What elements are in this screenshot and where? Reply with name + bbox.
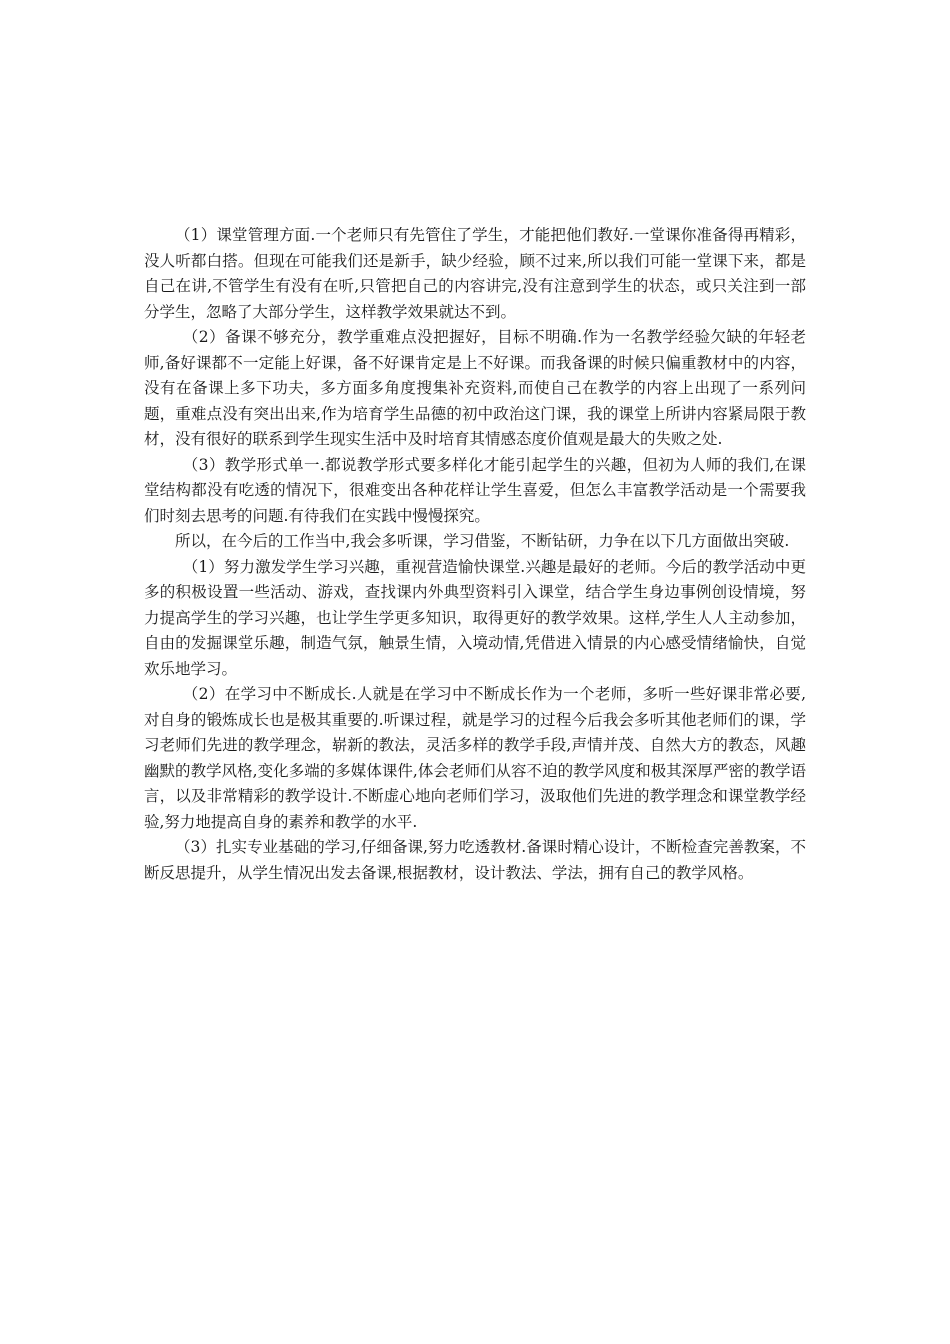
document-body <box>144 223 806 886</box>
paragraph-teaching-format: （3）教学形式单一.都说教学形式要多样化才能引起学生的兴趣，但初为人师的我们,在课堂结构都没有吃透的情况下，很难变出各种花样让学生喜爱，但怎么丰富教学活动是一个需要我们时刻去思考的问题.有待我们在实践中慢慢探究。 <box>144 455 806 525</box>
paragraph-classroom-management: （1）课堂管理方面.一个老师只有先管住了学生，才能把他们教好.一堂课你准备得再精彩，没人听都白搭。但现在可能我们还是新手，缺少经验，顾不过来,所以我们可能一堂课下来，都是自己在讲,不管学生有没有在听,只管把自己的内容讲完,没有注意到学生的状态，或只关注到一部分学生，忽略了大部分学生，这样教学效果就达不到。 <box>144 226 806 321</box>
paragraph-solid-foundation: （3）扎实专业基础的学习,仔细备课,努力吃透教材.备课时精心设计，不断检查完善教案，不断反思提升，从学生情况出发去备课,根据教材，设计教法、学法，拥有自己的教学风格。 <box>144 838 806 882</box>
paragraph-lesson-preparation: （2）备课不够充分，教学重难点没把握好，目标不明确.作为一名教学经验欠缺的年轻老师,备好课都不一定能上好课，备不好课肯定是上不好课。而我备课的时候只偏重教材中的内容，没有在备课上多下功夫，多方面多角度搜集补充资料,而使自己在教学的内容上出现了一系列问题，重难点没有突出出来,作为培育学生品德的初中政治这门课，我的课堂上所讲内容紧局限于教材，没有很好的联系到学生现实生活中及时培育其情感态度价值观是最大的失败之处. <box>144 328 806 448</box>
paragraph-stimulate-interest: （1）努力激发学生学习兴趣，重视营造愉快课堂.兴趣是最好的老师。今后的教学活动中更多的积极设置一些活动、游戏，查找课内外典型资料引入课堂，结合学生身边事例创设情境，努力提高学生的学习兴趣，也让学生学更多知识，取得更好的教学效果。这样,学生人人主动参加，自由的发掘课堂乐趣，制造气氛，触景生情，入境动情,凭借进入情景的内心感受情绪愉快，自觉欢乐地学习。 <box>144 557 806 678</box>
paragraph-learn-and-grow: （2）在学习中不断成长.人就是在学习中不断成长作为一个老师，多听一些好课非常必要,对自身的锻炼成长也是极其重要的.听课过程，就是学习的过程今后我会多听其他老师们的课，学习老师们先进的教学理念，崭新的教法，灵活多样的教学手段,声情并茂、自然大方的教态，风趣幽默的教学风格,变化多端的多媒体课件,体会老师们从容不迫的教学风度和极其深厚严密的教学语言，以及非常精彩的教学设计.不断虚心地向老师们学习，汲取他们先进的教学理念和课堂教学经验,努力地提高自身的素养和教学的水平. <box>144 685 806 831</box>
paragraph-future-plan-intro: 所以，在今后的工作当中,我会多听课，学习借鉴，不断钻研，力争在以下几方面做出突破. <box>175 532 790 550</box>
